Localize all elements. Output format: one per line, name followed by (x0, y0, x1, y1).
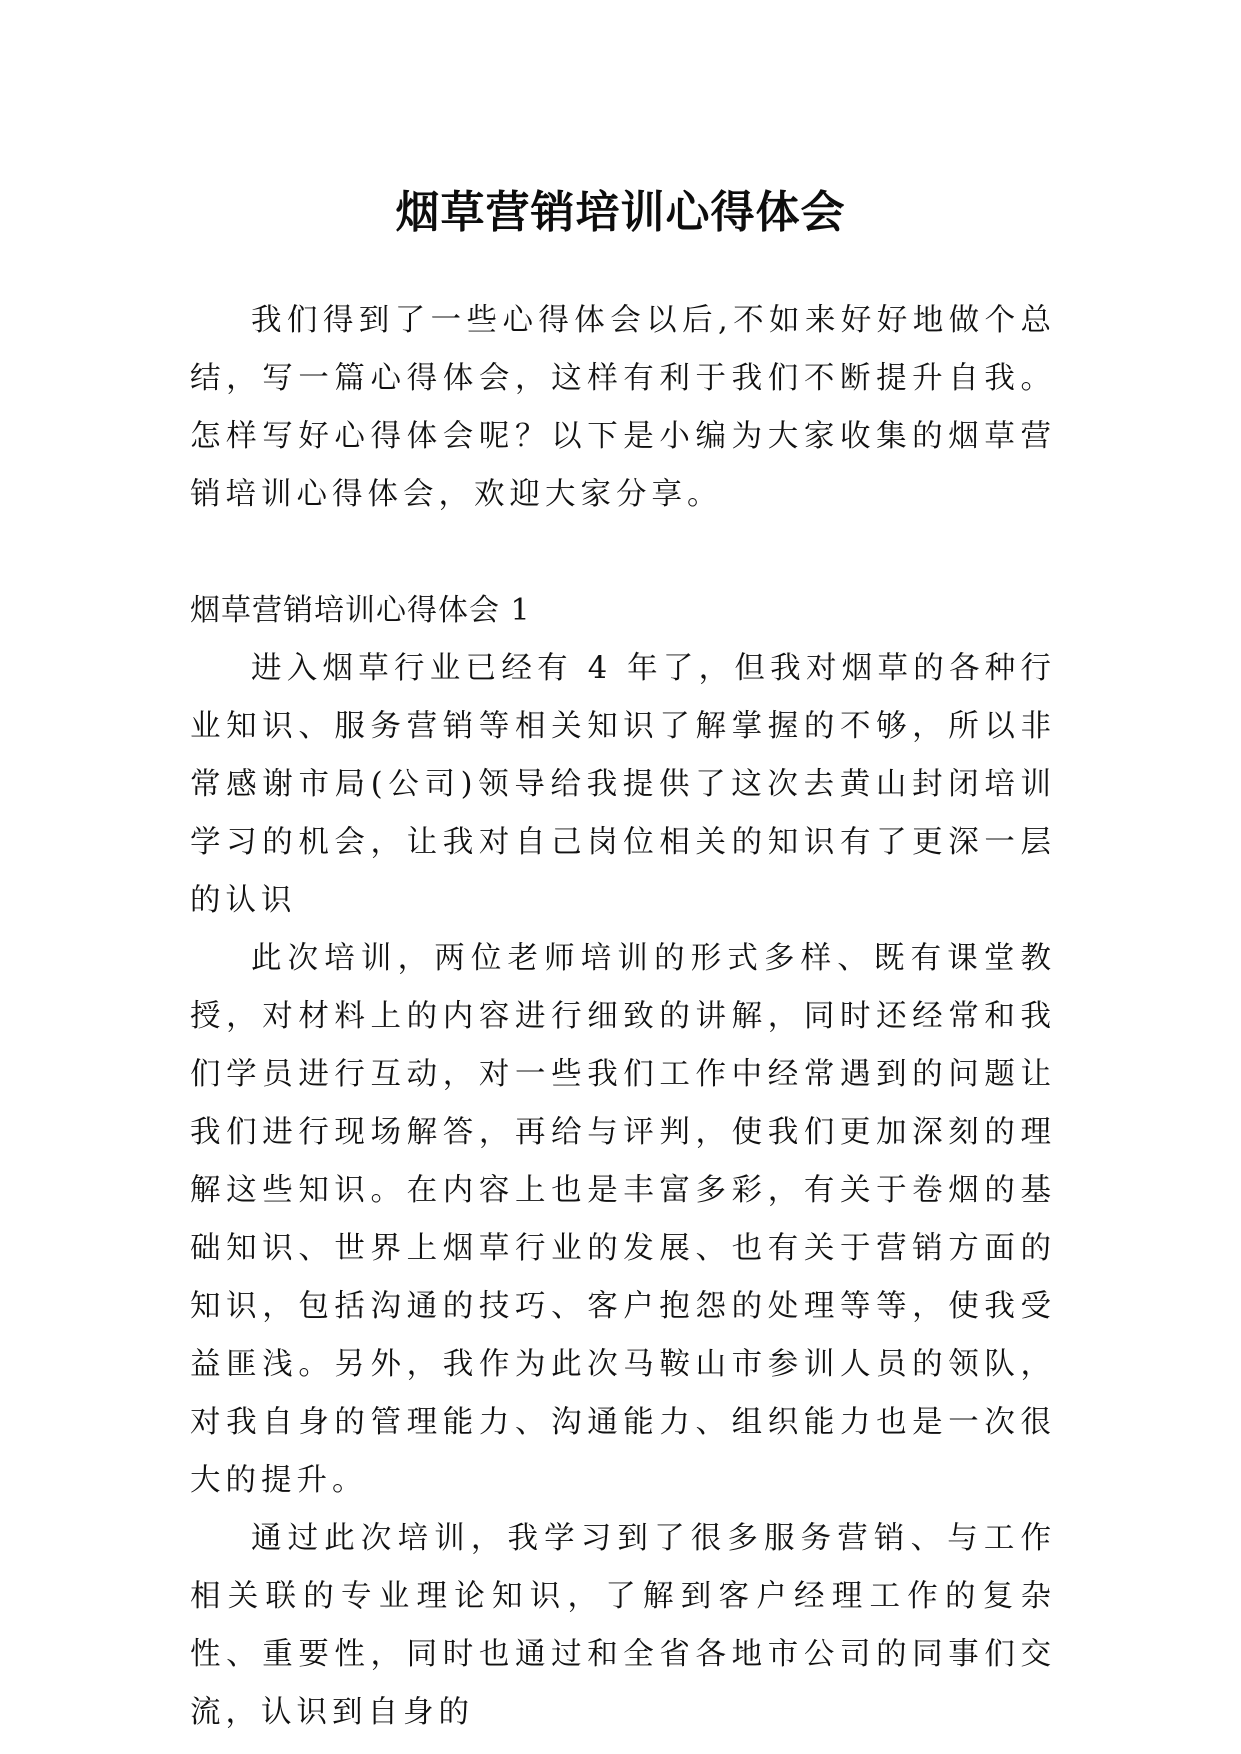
document-body (190, 292, 1056, 1742)
document-title: 烟草营销培训心得体会 (395, 187, 846, 239)
body-paragraph-1: 进入烟草行业已经有 4 年了，但我对烟草的各种行业知识、服务营销等相关知识了解掌握的不够，所以非常感谢市局(公司)领导给我提供了这次去黄山封闭培训学习的机会，让我对自己岗位相关的知识有了更深一层的认识 (190, 651, 1056, 918)
section-heading: 烟草营销培训心得体会 1 (190, 593, 531, 628)
body-paragraph-3: 通过此次培训，我学习到了很多服务营销、与工作相关联的专业理论知识，了解到客户经理工作的复杂性、重要性，同时也通过和全省各地市公司的同事们交流，认识到自身的 (190, 1521, 1056, 1730)
body-paragraph-2: 此次培训，两位老师培训的形式多样、既有课堂教授，对材料上的内容进行细致的讲解，同时还经常和我们学员进行互动，对一些我们工作中经常遇到的问题让我们进行现场解答，再给与评判，使我们更加深刻的理解这些知识。在内容上也是丰富多彩，有关于卷烟的基础知识、世界上烟草行业的发展、也有关于营销方面的知识，包括沟通的技巧、客户抱怨的处理等等，使我受益匪浅。另外，我作为此次马鞍山市参训人员的领队，对我自身的管理能力、沟通能力、组织能力也是一次很大的提升。 (190, 941, 1056, 1498)
intro-paragraph: 我们得到了一些心得体会以后,不如来好好地做个总结，写一篇心得体会，这样有利于我们不断提升自我。怎样写好心得体会呢？以下是小编为大家收集的烟草营销培训心得体会，欢迎大家分享。 (190, 303, 1056, 512)
